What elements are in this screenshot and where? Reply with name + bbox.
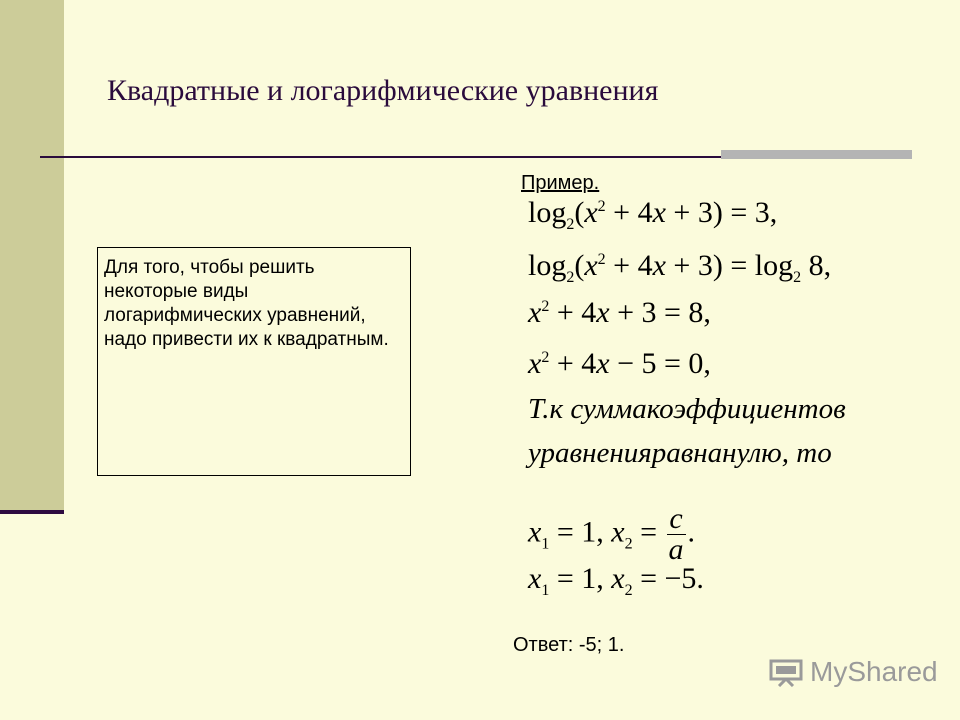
side-band [0, 0, 64, 512]
answer-text: Ответ: -5; 1. [513, 634, 625, 656]
watermark-logo [768, 656, 938, 688]
equation-line-5: Т.к суммакоэффициентов [528, 393, 846, 425]
side-accent-line [0, 510, 64, 514]
example-label: Пример. [521, 172, 600, 194]
equation-line-6: уравненияравнанулю, то [528, 437, 832, 469]
note-box: Для того, чтобы решить некоторые виды логарифмических уравнений, надо привести их к квадратным. [97, 247, 411, 476]
slide-title: Квадратные и логарифмические уравнения [107, 74, 659, 107]
equation-line-4: $x^2 + 4x - 5 = 0$, [528, 347, 711, 380]
fraction-c-over-a: $\frac{c}{a}$ [668, 502, 684, 566]
equation-line-7: $x_1 = 1$, $x_2$ = $\frac{c}{a}$ . [528, 502, 695, 566]
equation-line-8: $x_1 = 1$, $x_2 = -5$. [528, 562, 704, 599]
equation-line-1: $\log_2(x^2 + 4x + 3) = 3$, [528, 196, 778, 233]
title-underline-accent [721, 150, 912, 159]
presentation-board-icon [768, 657, 804, 687]
equation-line-3: $x^2 + 4x + 3 = 8$, [528, 296, 711, 329]
watermark-text: MyShared [810, 656, 938, 687]
equation-line-2: $\log_2(x^2 + 4x + 3) = \log_2 8$, [528, 249, 832, 286]
